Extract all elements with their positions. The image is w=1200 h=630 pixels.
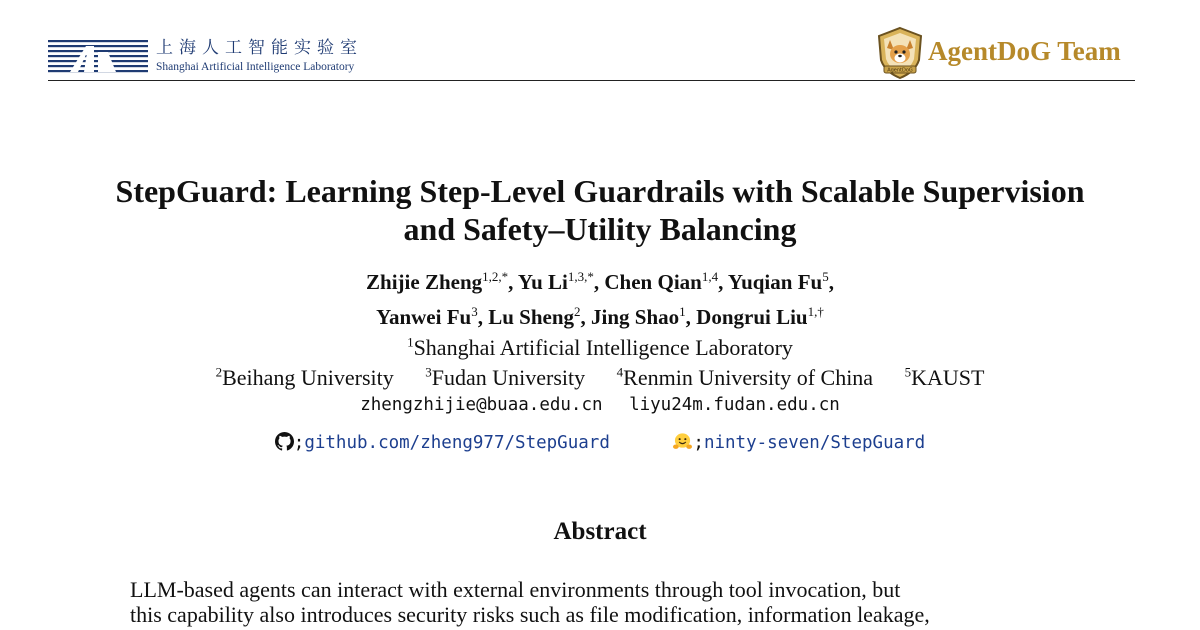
team-name: AgentDoG Team xyxy=(928,36,1121,66)
author: Chen Qian$^{1,4}$, xyxy=(604,269,728,294)
huggingface-link-group: ;ninty-seven/StepGuard xyxy=(672,430,925,456)
paper-title xyxy=(20,172,1180,248)
title-line-1: StepGuard: Learning Step-Level Guardrails with Scalable Supervision xyxy=(115,173,1085,209)
author: Zhijie Zheng$^{1,2,*}$, xyxy=(366,269,518,294)
badge-text: AgentDoG xyxy=(887,67,913,74)
author: Dongrui Liu$^{1,\dagger}$ xyxy=(696,304,824,329)
lab-name-chinese: 上海人工智能实验室 xyxy=(156,38,363,58)
affiliation: $^5$KAUST xyxy=(904,365,985,391)
shanghai-ai-lab-logo-icon xyxy=(48,38,148,74)
contact-emails xyxy=(60,393,1140,417)
huggingface-repo-link[interactable]: ninty-seven/StepGuard xyxy=(703,433,926,453)
affiliation: $^3$Fudan University xyxy=(425,365,586,391)
lab-name xyxy=(156,38,363,74)
affiliation: $^1$Shanghai Artificial Intelligence Laboratory xyxy=(407,335,793,361)
title-line-2: and Safety–Utility Balancing xyxy=(403,211,797,247)
author: Yanwei Fu$^3$, xyxy=(376,304,489,329)
page-header xyxy=(0,0,1200,82)
resource-links xyxy=(60,430,1140,456)
author: Lu Sheng$^2$, xyxy=(488,304,592,329)
abstract-line: this capability also introduces security risks such as file modification, information leakage, xyxy=(130,602,930,627)
agentdog-badge-icon xyxy=(875,26,925,80)
affiliation: $^4$Renmin University of China xyxy=(616,365,874,391)
email-link[interactable]: liyu24m.fudan.edu.cn xyxy=(629,395,840,415)
author: Yu $Li^{1,3,*}$, xyxy=(517,269,605,294)
authors-line-2 xyxy=(60,297,1140,332)
abstract-heading: Abstract xyxy=(553,518,647,545)
header-rule xyxy=(48,80,1135,81)
github-icon xyxy=(275,432,294,451)
author: Yuqian Fu$^5$, xyxy=(727,269,834,294)
affiliation: $^2$Beihang University xyxy=(215,365,394,391)
affiliations-line-2 xyxy=(60,359,1140,392)
abstract-line: LLM-based agents can interact with external environments through tool invocation, but xyxy=(130,577,901,602)
email-link[interactable]: zhengzhijie@buaa.edu.cn xyxy=(360,395,603,415)
abstract-body xyxy=(130,577,1070,627)
lab-name-english: Shanghai Artificial Intelligence Laboratory xyxy=(156,61,355,73)
huggingface-icon xyxy=(672,432,693,451)
author: Jing Shao$^1$, xyxy=(591,304,697,329)
authors-line-1 xyxy=(60,262,1140,297)
github-link-group: ;github.com/zheng977/StepGuard xyxy=(275,430,610,456)
author-list xyxy=(60,262,1140,332)
github-repo-link[interactable]: github.com/zheng977/StepGuard xyxy=(304,433,610,453)
affiliations-line-1 xyxy=(60,329,1140,362)
